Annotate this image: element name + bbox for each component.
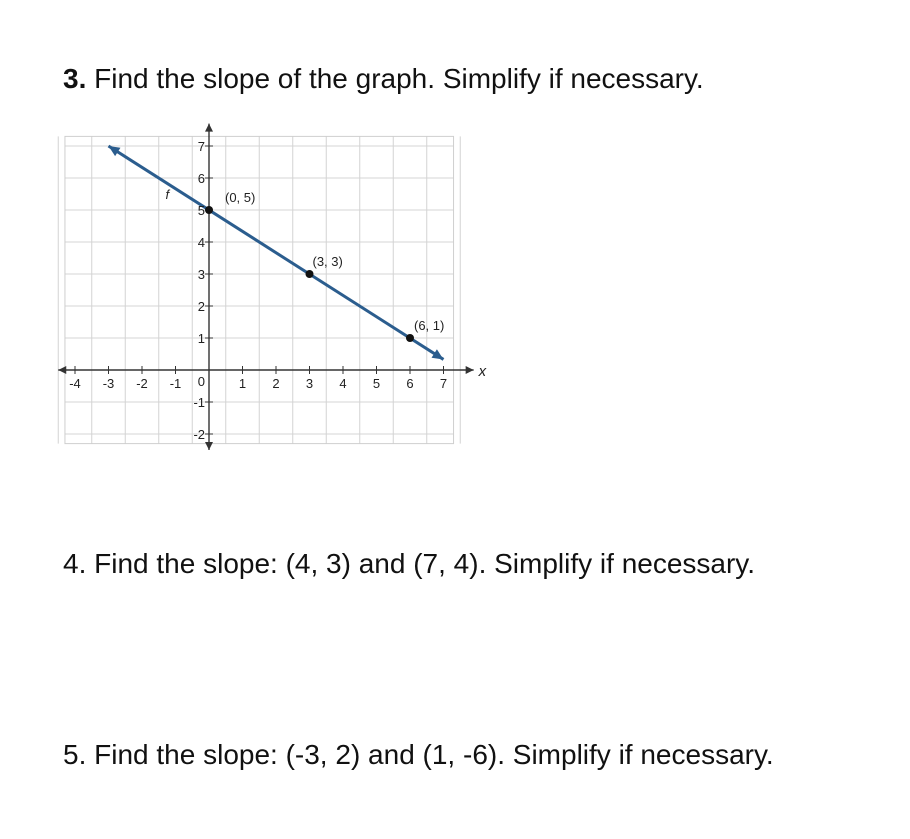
x-tick-label: -3 <box>102 376 115 391</box>
tick-labels <box>69 139 486 442</box>
point-label: (0, 5) <box>225 190 256 205</box>
x-tick-label: -1 <box>169 376 182 391</box>
x-tick-label: 4 <box>339 376 347 391</box>
question-4-text: Find the slope: (4, 3) and (7, 4). Simplify if necessary. <box>94 548 756 579</box>
question-4 <box>63 547 755 581</box>
question-3-text: Find the slope of the graph. Simplify if necessary. <box>94 63 704 94</box>
axes <box>58 124 473 450</box>
y-tick-label: 2 <box>197 299 205 314</box>
y-axis-arrow-up <box>205 124 213 132</box>
grid <box>58 136 460 443</box>
data-point <box>205 206 213 214</box>
x-tick-label: -4 <box>69 376 81 391</box>
line-label-f: f <box>165 186 170 202</box>
y-tick-label: 6 <box>197 171 205 186</box>
question-5-text: Find the slope: (-3, 2) and (1, -6). Simplify if necessary. <box>94 739 774 770</box>
y-tick-label: -1 <box>193 395 205 410</box>
point-label: (6, 1) <box>414 318 445 333</box>
y-tick-label: 1 <box>197 331 205 346</box>
x-tick-label: 7 <box>439 376 448 391</box>
x-tick-label: 1 <box>238 376 247 391</box>
y-tick-label: -2 <box>193 427 205 442</box>
point-label: (3, 3) <box>312 254 343 269</box>
x-tick-label: 5 <box>372 376 381 391</box>
y-tick-label: 3 <box>197 267 205 282</box>
x-axis-arrow-left <box>58 366 66 374</box>
x-axis-label: x <box>478 363 487 380</box>
data-point <box>306 270 314 278</box>
question-3-number: 3. <box>63 63 87 94</box>
data-point <box>406 334 414 342</box>
x-tick-label: 6 <box>406 376 414 391</box>
y-tick-label: 4 <box>197 235 205 250</box>
y-axis-arrow-down <box>205 442 213 450</box>
question-4-number: 4. <box>63 548 87 579</box>
question-5-number: 5. <box>63 739 87 770</box>
y-tick-label: 7 <box>197 139 205 154</box>
origin-label: 0 <box>197 374 205 389</box>
x-tick-label: -2 <box>136 376 148 391</box>
question-5 <box>63 738 774 772</box>
x-tick-label: 3 <box>305 376 314 391</box>
x-axis-arrow-right <box>466 366 474 374</box>
y-tick-label: 5 <box>197 203 205 218</box>
x-tick-label: 2 <box>272 376 280 391</box>
